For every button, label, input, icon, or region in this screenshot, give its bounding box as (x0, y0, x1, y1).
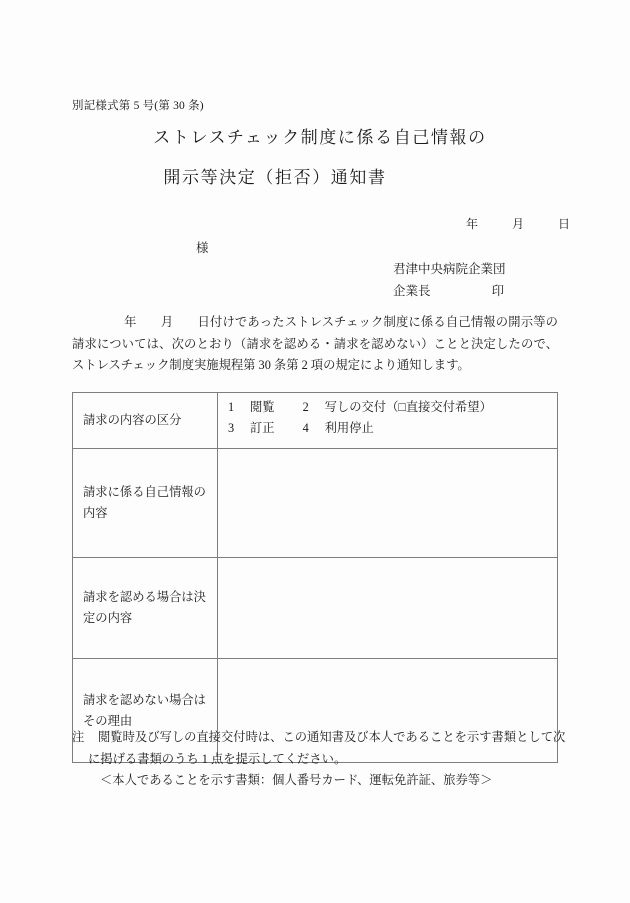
row-value-request-category[interactable] (218, 393, 558, 449)
note-line-2: に掲げる書類のうち 1 点を提示してください。 (88, 751, 347, 766)
request-decision-table (72, 392, 558, 763)
option-label-3[interactable]: 訂正 (250, 421, 275, 435)
row-value-information-content[interactable] (218, 449, 558, 558)
row-label-approved-decision: 請求を認める場合は決定の内容 (73, 558, 218, 659)
body-month-label: 月 (160, 315, 174, 329)
row-label-rejection-reason: 請求を認めない場合はその理由 (73, 659, 218, 763)
options-line-2 (228, 418, 557, 439)
date-day-label: 日 (558, 217, 571, 231)
body-year-label: 年 (124, 315, 137, 329)
option-number-4: 4 (302, 421, 309, 435)
table-row (73, 449, 558, 558)
table-row (73, 558, 558, 659)
option-label-4[interactable]: 利用停止 (324, 421, 374, 435)
option-number-1: 1 (228, 400, 235, 414)
note-line-1 (72, 727, 566, 749)
addressee-suffix: 様 (196, 241, 209, 255)
footer-notes (72, 727, 566, 792)
issuer-title: 企業長 (393, 284, 431, 298)
issuer-block (393, 259, 506, 301)
note-text-1: 閲覧時及び写しの直接交付時は、この通知書及び本人であることを示す書類として次 (98, 730, 566, 744)
form-number: 別記様式第 5 号(第 30 条) (72, 100, 204, 112)
option-label-1[interactable]: 閲覧 (250, 400, 275, 414)
note-marker: 注 (72, 730, 85, 744)
issuer-organization: 君津中央病院企業団 (393, 262, 506, 276)
option-number-2: 2 (302, 400, 309, 414)
table-row (73, 393, 558, 449)
document-title-line-2: 開示等決定（拒否）通知書 (163, 168, 387, 187)
date-month-label: 月 (512, 217, 525, 231)
row-label-request-category: 請求の内容の区分 (73, 393, 218, 449)
row-value-approved-decision[interactable] (218, 558, 558, 659)
date-year-label: 年 (466, 217, 479, 231)
note-line-3: ＜本人であることを示す書類：個人番号カード、運転免許証、旅券等＞ (100, 773, 493, 787)
option-number-3: 3 (228, 421, 235, 435)
row-label-information-content: 請求に係る自己情報の内容 (73, 449, 218, 558)
body-paragraph (72, 312, 558, 377)
options-line-1 (228, 397, 557, 418)
issuer-seal: 印 (491, 284, 505, 298)
document-title-line-1: ストレスチェック制度に係る自己情報の (153, 128, 487, 147)
body-text: 日付けであったストレスチェック制度に係る自己情報の開示等の請求については、次のとおり（請求を認める・請求を認めない）ことと決定したので、ストレスチェック制度実施規程第 30 条第 2 項の規定により通知します。 (72, 315, 558, 372)
option-label-2[interactable]: 写しの交付（□直接交付希望） (324, 400, 492, 414)
